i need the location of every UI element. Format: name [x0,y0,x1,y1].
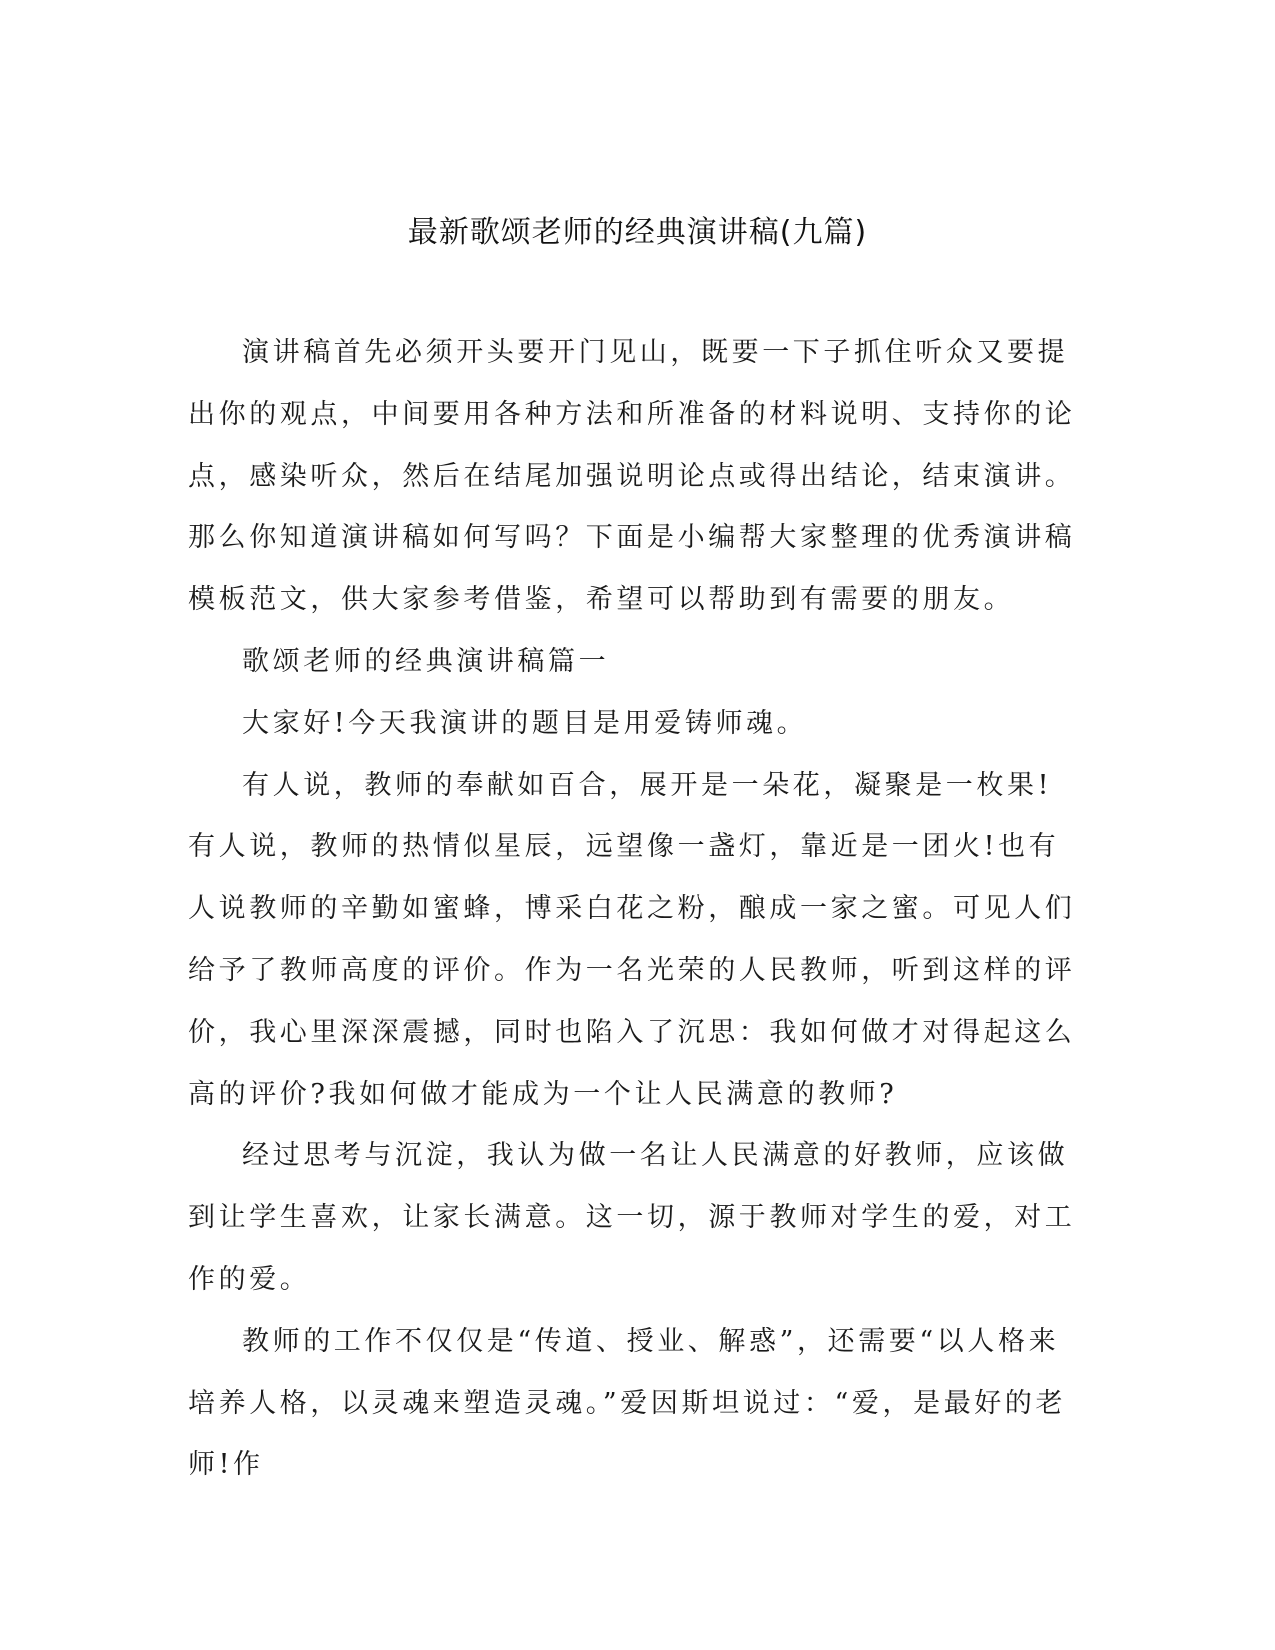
intro-paragraph: 演讲稿首先必须开头要开门见山，既要一下子抓住听众又要提出你的观点，中间要用各种方法和所准备的材料说明、支持你的论点，感染听众，然后在结尾加强说明论点或得出结论，结束演讲。那么你知道演讲稿如何写吗？下面是小编帮大家整理的优秀演讲稿模板范文，供大家参考借鉴，希望可以帮助到有需要的朋友。 [188,337,1076,616]
section-heading: 歌颂老师的经典演讲稿篇一 [242,645,610,677]
body-paragraph: 经过思考与沉淀，我认为做一名让人民满意的好教师，应该做到让学生喜欢，让家长满意。这一切，源于教师对学生的爱，对工作的爱。 [188,1140,1076,1295]
body-paragraph: 教师的工作不仅仅是“传道、授业、解惑”，还需要“以人格来培养人格，以灵魂来塑造灵魂。”爱因斯坦说过：“爱，是最好的老师!作 [188,1325,1067,1481]
document-title: 最新歌颂老师的经典演讲稿(九篇) [407,215,868,250]
document-body [188,322,1078,1496]
greeting-paragraph: 大家好!今天我演讲的题目是用爱铸师魂。 [242,707,808,739]
body-paragraph: 有人说，教师的奉献如百合，展开是一朵花，凝聚是一枚果!有人说，教师的热情似星辰，远望像一盏灯，靠近是一团火!也有人说教师的辛勤如蜜蜂，博采白花之粉，酿成一家之蜜。可见人们给予了教师高度的评价。作为一名光荣的人民教师，听到这样的评价，我心里深深震撼，同时也陷入了沉思：我如何做才对得起这么高的评价?我如何做才能成为一个让人民满意的教师? [188,769,1076,1110]
